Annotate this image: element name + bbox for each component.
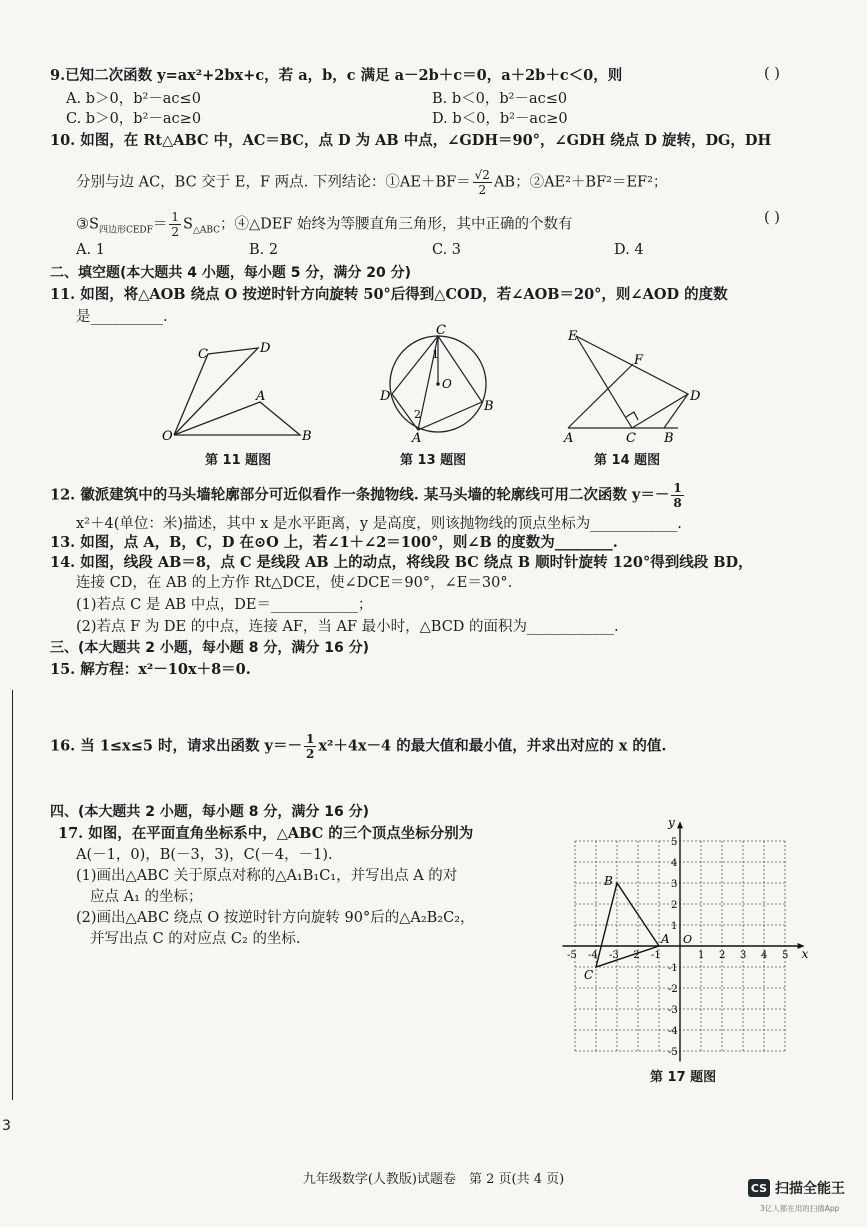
watermark-tagline: 3亿人都在用的扫描App: [760, 1204, 840, 1213]
x-tick-label: -5: [567, 950, 577, 961]
fig14-label-a: A: [564, 431, 574, 446]
fig13-center-dot: [436, 382, 440, 386]
q9-answer-paren: ( ): [764, 66, 780, 82]
fig14-label-b: B: [664, 431, 674, 446]
fig11-triangle-aob: [174, 402, 300, 435]
x-tick-label: -4: [588, 950, 598, 961]
y-tick-label: -3: [668, 1005, 678, 1016]
fig14-caption: 第 14 题图: [594, 453, 661, 468]
q10-fraction-half: $\frac{1}{2}$: [171, 210, 179, 239]
y-tick-label: 4: [671, 858, 678, 869]
x-tick-label: -1: [651, 950, 661, 961]
fig14-triangle-dce: [576, 336, 688, 428]
q10-line1: 10. 如图，在 Rt△ABC 中，AC＝BC，点 D 为 AB 中点，∠GDH＝90°，∠GDH 绕点 D 旋转，DG，DH: [50, 132, 772, 149]
y-tick-label: 2: [671, 900, 678, 911]
section-2-heading: 二、填空题(本大题共 4 小题，每小题 5 分，满分 20 分): [50, 265, 412, 281]
x-tick-label: 2: [719, 950, 726, 961]
x-tick-label: 4: [761, 950, 768, 961]
q10-option-d: D. 4: [614, 242, 644, 258]
fig14-label-d: D: [690, 389, 701, 404]
fig11-label-o: O: [162, 429, 173, 444]
q16-text: 16. 当 1≤x≤5 时，请求出函数 y＝－ $\frac{1}{2}$ x²＋4x－4 的最大值和最小值，并求出对应的 x 的值.: [50, 732, 667, 761]
figure-17-grid: [560, 818, 820, 1064]
point-label-b: B: [604, 874, 613, 888]
fig13-label-c: C: [436, 323, 446, 338]
q9-option-a: A. b＞0，b²－ac≤0: [66, 91, 201, 107]
figure-14: [560, 326, 705, 446]
axis-label-x: x: [801, 947, 809, 961]
fig11-caption: 第 11 题图: [205, 453, 272, 468]
q17-line1: 17. 如图，在平面直角坐标系中，△ABC 的三个顶点坐标分别为: [58, 825, 474, 842]
q17-line6: 并写出点 C 的对应点 C₂ 的坐标.: [90, 931, 301, 947]
q12-fraction-one-eighth: $\frac{1}{8}$: [673, 481, 682, 510]
q11-line2: 是__________.: [76, 309, 168, 325]
section-3-heading: 三、(本大题共 2 小题，每小题 8 分，满分 16 分): [50, 640, 370, 656]
section-4-heading: 四、(本大题共 2 小题，每小题 8 分，满分 16 分): [50, 804, 370, 820]
fig11-label-a: A: [256, 389, 266, 404]
q9-option-c: C. b＞0，b²－ac≥0: [66, 111, 202, 127]
q10-line2: [76, 168, 667, 197]
q10-option-b: B. 2: [249, 242, 279, 258]
q17-line4: 应点 A₁ 的坐标；: [90, 889, 203, 905]
fig13-label-b: B: [484, 399, 494, 414]
q14-line4: (2)若点 F 为 DE 的中点，连接 AF，当 AF 最小时，△BCD 的面积为____________.: [76, 619, 619, 635]
fig14-segment-af: [568, 364, 633, 428]
y-axis-arrow-icon: [677, 821, 683, 828]
fig13-label-o: O: [442, 377, 452, 391]
q10-fraction-sqrt2-over-2: $\frac{√2}{2}$: [474, 168, 490, 197]
y-tick-label: -1: [668, 963, 678, 974]
q9-option-b: B. b＜0，b²－ac≤0: [432, 91, 568, 107]
fig17-caption: 第 17 题图: [650, 1070, 717, 1085]
fig14-segment-bd: [664, 394, 688, 428]
x-tick-label: -2: [630, 950, 640, 961]
q17-line3: (1)画出△ABC 关于原点对称的△A₁B₁C₁，并写出点 A 的对: [76, 868, 458, 884]
fig13-caption: 第 13 题图: [400, 453, 467, 468]
q10-line3: $③S_{四边形CEDF}=$ $\frac{1}{2}$ $S_{\triangle ABC}$；④△DEF 始终为等腰直角三角形，其中正确的个数有: [76, 210, 573, 239]
left-margin-rule: [12, 690, 13, 1100]
figure-13: [376, 322, 501, 447]
q17-line5: (2)画出△ABC 绕点 O 按逆时针方向旋转 90°后的△A₂B₂C₂，: [76, 910, 475, 926]
q14-line2: 连接 CD，在 AB 的上方作 Rt△DCE，使∠DCE＝90°，∠E＝30°.: [76, 575, 513, 591]
x-tick-label: 1: [698, 950, 705, 961]
x-tick-label: 3: [740, 950, 747, 961]
fig11-triangle-cod: [174, 348, 258, 435]
origin-label: O: [683, 933, 693, 946]
figure-11: [160, 330, 320, 445]
fig14-label-e: E: [568, 329, 578, 344]
fig14-label-f: F: [634, 353, 644, 368]
fig11-label-d: D: [260, 341, 271, 356]
axis-label-y: y: [668, 818, 675, 830]
q9-option-d: D. b＜0，b²－ac≥0: [432, 111, 568, 127]
camscanner-logo-icon: CS: [748, 1179, 770, 1197]
scanner-watermark: [748, 1178, 845, 1198]
q10-line2-text-a: 分别与边 AC，BC 交于 E，F 两点. 下列结论：①AE＋BF＝: [76, 174, 471, 191]
fig14-label-c: C: [626, 431, 636, 446]
x-tick-label: -3: [609, 950, 619, 961]
fig11-label-c: C: [198, 347, 208, 362]
fig11-label-b: B: [302, 429, 312, 444]
point-label-c: C: [584, 968, 594, 982]
q9-stem: 9.已知二次函数 y=ax²+2bx+c，若 a，b，c 满足 a－2b＋c＝0，a＋2b＋c＜0，则: [50, 67, 623, 84]
fig13-angle-1: 1: [432, 348, 439, 361]
y-tick-label: 1: [671, 921, 678, 932]
point-label-a: A: [661, 932, 670, 946]
y-tick-label: -2: [668, 984, 678, 995]
y-tick-label: 5: [671, 837, 678, 848]
q17-line2: A(－1，0)，B(－3，3)，C(－4，－1).: [76, 847, 333, 863]
q12-line2: x²＋4(单位：米)描述，其中 x 是水平距离，y 是高度，则该抛物线的顶点坐标为____________.: [76, 516, 682, 532]
x-tick-label: 5: [782, 950, 789, 961]
q12-line1: 12. 徽派建筑中的马头墙轮廓部分可近似看作一条抛物线. 某马头墙的轮廓线可用二次函数 y＝－ $\frac{1}{8}$: [50, 481, 682, 510]
q11-line1: 11. 如图，将△AOB 绕点 O 按逆时针方向旋转 50°后得到△COD，若∠AOB＝20°，则∠AOD 的度数: [50, 286, 728, 303]
q14-line1: 14. 如图，线段 AB＝8，点 C 是线段 AB 上的动点，将线段 BC 绕点 B 顺时针旋转 120°得到线段 BD，: [50, 554, 753, 571]
q10-line2-text-b: AB；②AE²＋BF²＝EF²；: [493, 174, 668, 191]
fig13-label-a: A: [412, 431, 422, 446]
y-tick-label: -5: [668, 1047, 678, 1058]
q14-line3: (1)若点 C 是 AB 中点，DE＝____________；: [76, 597, 373, 613]
fig13-angle-2: 2: [414, 408, 421, 421]
page-footer: 九年级数学(人教版)试题卷 第 2 页(共 4 页): [302, 1172, 565, 1187]
q10-answer-paren: ( ): [764, 210, 780, 226]
q15-text: 15. 解方程：x²－10x＋8＝0.: [50, 661, 251, 678]
page-edge-number: 3: [2, 1118, 11, 1134]
watermark-name: 扫描全能王: [775, 1181, 845, 1197]
y-tick-label: 3: [671, 879, 678, 890]
fig14-right-angle-mark: [626, 412, 638, 420]
q10-option-a: A. 1: [76, 242, 105, 258]
q16-fraction-half: $\frac{1}{2}$: [305, 732, 315, 761]
fig13-label-d: D: [380, 389, 391, 404]
q13-text: 13. 如图，点 A，B，C，D 在⊙O 上，若∠1＋∠2＝100°，则∠B 的度数为________.: [50, 534, 618, 551]
q10-option-c: C. 3: [432, 242, 462, 258]
y-tick-label: -4: [668, 1026, 678, 1037]
